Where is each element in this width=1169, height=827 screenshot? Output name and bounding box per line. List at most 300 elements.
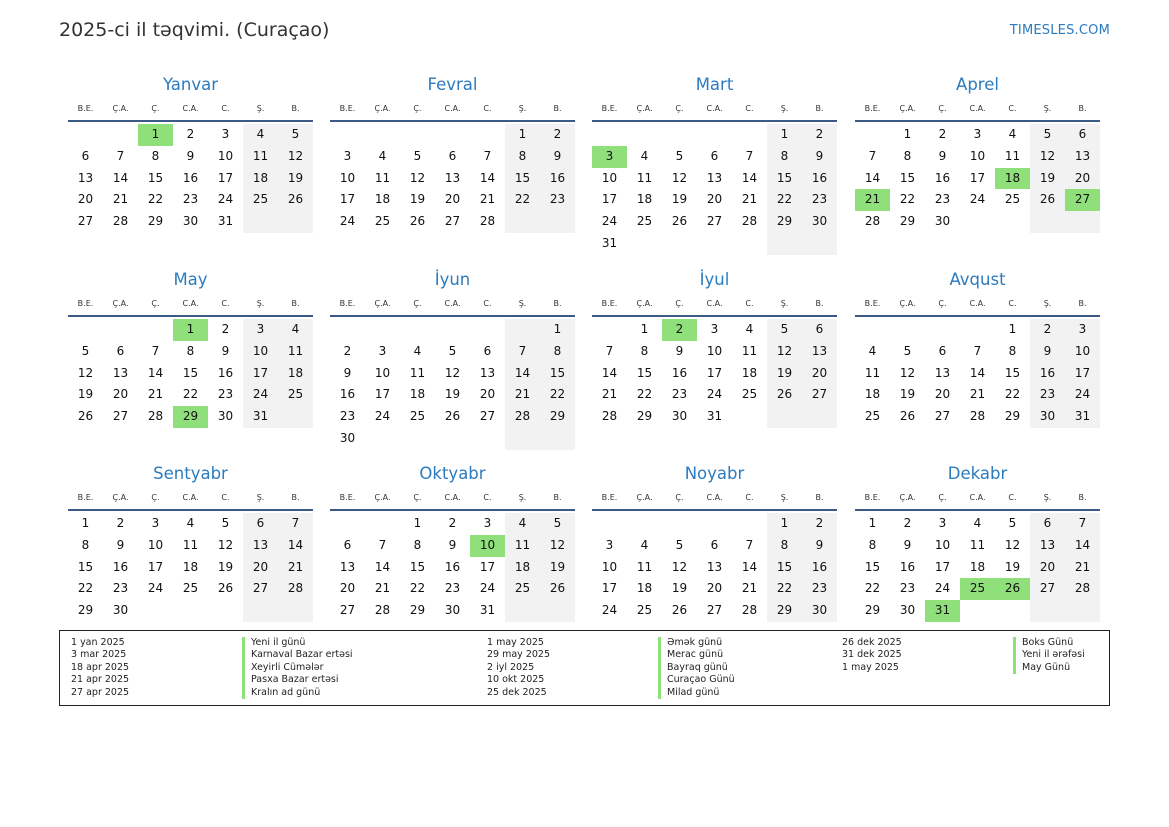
day-cell: 15 (864, 559, 881, 574)
empty-cell (208, 600, 243, 622)
weekday-label: Ç. (675, 104, 684, 113)
legend-holiday-name: Milad günü (658, 687, 719, 699)
weekday-label: B. (1078, 493, 1087, 502)
weekday-header (330, 98, 575, 122)
day-cell: 10 (374, 365, 391, 380)
empty-cell (435, 428, 470, 450)
empty-cell (278, 211, 313, 233)
day-cell: 18 (741, 365, 758, 380)
day-cell: 28 (1065, 578, 1100, 600)
day-cell: 4 (505, 513, 540, 535)
day-cell: 6 (938, 343, 947, 358)
empty-cell (995, 600, 1030, 622)
weekday-label: B.E. (601, 299, 618, 308)
day-cell: 5 (448, 343, 457, 358)
legend-item (60, 637, 353, 649)
legend-holiday-name: Xeyirli Cümələr (242, 662, 324, 674)
day-cell: 4 (640, 148, 649, 163)
weekday-label: Ç. (413, 104, 422, 113)
empty-cell (330, 319, 365, 341)
day-cell: 24 (969, 192, 986, 207)
day-grid (855, 122, 1100, 233)
day-cell: 6 (448, 148, 457, 163)
weekday-label: B. (1078, 104, 1087, 113)
weekday-header (68, 98, 313, 122)
day-cell: 14 (969, 365, 986, 380)
day-cell: 22 (767, 578, 802, 600)
weekday-header (330, 487, 575, 511)
day-cell: 2 (116, 516, 125, 530)
day-cell: 15 (409, 559, 426, 574)
day-cell: 22 (864, 581, 881, 596)
day-cell: 25 (864, 409, 881, 424)
day-cell: 22 (409, 581, 426, 596)
day-cell: 10 (934, 537, 951, 552)
empty-cell (1065, 211, 1100, 233)
weekday-label: Ç.A. (636, 299, 653, 308)
empty-cell (470, 124, 505, 146)
day-cell: 9 (675, 343, 684, 358)
day-cell: 4 (868, 343, 877, 358)
day-cell: 31 (706, 409, 723, 424)
weekday-label: Ş. (518, 104, 527, 113)
weekday-label: B.E. (601, 104, 618, 113)
empty-cell (365, 428, 400, 450)
day-cell: 29 (899, 214, 916, 229)
day-grid (592, 511, 837, 622)
day-cell: 9 (938, 148, 947, 163)
day-cell: 27 (479, 409, 496, 424)
day-cell: 17 (339, 192, 356, 207)
empty-cell (732, 406, 767, 428)
day-cell: 6 (710, 537, 719, 552)
legend-date: 25 dek 2025 (487, 686, 547, 698)
day-cell: 13 (339, 559, 356, 574)
day-grid (330, 122, 575, 233)
day-cell: 20 (444, 192, 461, 207)
weekday-label: Ş. (780, 299, 789, 308)
day-cell: 8 (903, 148, 912, 163)
day-cell: 6 (243, 513, 278, 535)
day-cell: 30 (802, 600, 837, 622)
day-cell: 15 (767, 557, 802, 579)
weekday-label: Ç. (413, 299, 422, 308)
weekday-label: B.E. (339, 299, 356, 308)
month-title: Mart (695, 75, 734, 94)
legend-holiday-name: Merac günü (658, 649, 723, 661)
day-cell: 1 (138, 124, 173, 146)
day-cell: 17 (479, 559, 496, 574)
day-cell: 30 (934, 214, 951, 229)
day-cell: 14 (864, 170, 881, 185)
weekday-label: C. (745, 104, 754, 113)
day-cell: 22 (77, 581, 94, 596)
day-cell: 3 (973, 127, 982, 141)
day-cell: 28 (374, 603, 391, 618)
day-cell: 17 (147, 559, 164, 574)
day-cell: 2 (802, 124, 837, 146)
weekday-label: C. (745, 299, 754, 308)
legend-holiday-name: Kralın ad günü (242, 687, 320, 699)
day-cell: 4 (745, 322, 754, 336)
day-cell: 6 (1065, 124, 1100, 146)
month-block (330, 461, 575, 622)
weekday-label: Ş. (256, 104, 265, 113)
day-cell: 3 (243, 319, 278, 341)
day-cell: 8 (413, 537, 422, 552)
page-title: 2025-ci il təqvimi. (Curaçao) (59, 19, 330, 41)
day-cell: 28 (864, 214, 881, 229)
empty-cell (138, 600, 173, 622)
day-cell: 9 (116, 537, 125, 552)
day-cell: 21 (855, 189, 890, 211)
weekday-label: Ç.A. (374, 493, 391, 502)
day-cell: 1 (413, 516, 422, 530)
empty-cell (697, 233, 732, 255)
day-cell: 12 (899, 365, 916, 380)
day-cell: 2 (343, 343, 352, 358)
day-cell: 5 (278, 124, 313, 146)
legend-holiday-name: Karnaval Bazar ertəsi (242, 649, 353, 661)
day-cell: 11 (636, 170, 653, 185)
weekday-label: Ç. (938, 299, 947, 308)
day-cell: 7 (278, 513, 313, 535)
weekday-label: Ç.A. (112, 493, 129, 502)
day-cell: 17 (934, 559, 951, 574)
weekday-header (592, 293, 837, 317)
day-cell: 16 (934, 170, 951, 185)
empty-cell (400, 428, 435, 450)
weekday-label: C. (221, 493, 230, 502)
day-cell: 16 (671, 365, 688, 380)
day-cell: 23 (339, 409, 356, 424)
day-cell: 27 (802, 384, 837, 406)
day-cell: 12 (1004, 537, 1021, 552)
day-cell: 28 (147, 409, 164, 424)
day-cell: 7 (378, 537, 387, 552)
day-cell: 6 (343, 537, 352, 552)
day-cell: 25 (182, 581, 199, 596)
holiday-legend (59, 630, 1110, 706)
day-cell: 6 (802, 319, 837, 341)
day-cell: 26 (995, 578, 1030, 600)
day-cell: 14 (601, 365, 618, 380)
weekday-label: Ç. (675, 299, 684, 308)
day-cell: 16 (182, 170, 199, 185)
day-cell: 24 (1065, 384, 1100, 406)
legend-date: 18 apr 2025 (71, 661, 130, 673)
day-cell: 21 (147, 387, 164, 402)
day-cell: 6 (116, 343, 125, 358)
day-cell: 5 (675, 148, 684, 163)
weekday-label: C.A. (969, 299, 986, 308)
day-cell: 8 (505, 146, 540, 168)
day-cell: 10 (601, 559, 618, 574)
day-cell: 12 (444, 365, 461, 380)
month-block (855, 267, 1100, 428)
day-cell: 27 (706, 603, 723, 618)
day-cell: 1 (81, 516, 90, 530)
day-cell: 14 (1065, 535, 1100, 557)
weekday-label: C.A. (182, 493, 199, 502)
day-cell: 3 (605, 537, 614, 552)
day-cell: 2 (903, 516, 912, 530)
day-grid (68, 511, 313, 622)
day-cell: 22 (505, 189, 540, 211)
day-cell: 21 (479, 192, 496, 207)
day-cell: 13 (444, 170, 461, 185)
day-cell: 21 (278, 557, 313, 579)
weekday-label: Ş. (780, 104, 789, 113)
empty-cell (365, 124, 400, 146)
day-cell: 21 (969, 387, 986, 402)
month-block (68, 72, 313, 233)
day-cell: 9 (802, 535, 837, 557)
day-cell: 8 (767, 535, 802, 557)
day-cell: 30 (112, 603, 129, 618)
day-cell: 29 (540, 406, 575, 428)
day-cell: 3 (151, 516, 160, 530)
day-cell: 9 (221, 343, 230, 358)
day-cell: 13 (243, 535, 278, 557)
day-cell: 17 (969, 170, 986, 185)
day-cell: 8 (767, 146, 802, 168)
day-cell: 3 (938, 516, 947, 530)
empty-cell (767, 233, 802, 255)
day-cell: 4 (243, 124, 278, 146)
weekday-label: Ş. (518, 493, 527, 502)
legend-item (831, 637, 1085, 649)
day-cell: 26 (1030, 189, 1065, 211)
day-cell: 14 (741, 170, 758, 185)
day-cell: 4 (378, 148, 387, 163)
day-cell: 20 (243, 557, 278, 579)
day-cell: 15 (147, 170, 164, 185)
day-cell: 11 (741, 343, 758, 358)
day-cell: 5 (1030, 124, 1065, 146)
day-cell: 24 (601, 603, 618, 618)
weekday-label: Ç. (675, 493, 684, 502)
day-cell: 23 (112, 581, 129, 596)
empty-cell (540, 428, 575, 450)
day-cell: 24 (147, 581, 164, 596)
site-link[interactable]: TIMESLES.COM (1009, 23, 1110, 38)
empty-cell (365, 319, 400, 341)
month-title: İyun (434, 270, 471, 289)
day-cell: 29 (409, 603, 426, 618)
day-cell: 11 (505, 535, 540, 557)
day-cell: 31 (479, 603, 496, 618)
empty-cell (103, 124, 138, 146)
legend-date: 3 mar 2025 (71, 649, 127, 661)
day-cell: 17 (706, 365, 723, 380)
day-cell: 4 (973, 516, 982, 530)
day-cell: 1 (767, 124, 802, 146)
weekday-label: B.E. (864, 104, 881, 113)
month-block (592, 461, 837, 622)
empty-cell (68, 124, 103, 146)
weekday-label: B. (815, 493, 824, 502)
weekday-label: B.E. (601, 493, 618, 502)
day-cell: 7 (151, 343, 160, 358)
legend-holiday-name: May Günü (1013, 662, 1070, 674)
day-cell: 23 (934, 192, 951, 207)
weekday-label: C.A. (969, 104, 986, 113)
day-cell: 11 (182, 537, 199, 552)
day-cell: 6 (1030, 513, 1065, 535)
weekday-label: Ç.A. (112, 104, 129, 113)
weekday-label: B.E. (339, 104, 356, 113)
empty-cell (1030, 600, 1065, 622)
day-cell: 12 (671, 170, 688, 185)
day-cell: 3 (221, 127, 230, 141)
weekday-label: Ç.A. (899, 493, 916, 502)
day-cell: 10 (706, 343, 723, 358)
weekday-header (330, 293, 575, 317)
weekday-header (855, 487, 1100, 511)
weekday-label: Ş. (780, 493, 789, 502)
weekday-label: B. (815, 299, 824, 308)
day-cell: 1 (173, 319, 208, 341)
weekday-label: Ş. (1043, 299, 1052, 308)
day-grid (68, 317, 313, 428)
weekday-label: B. (553, 104, 562, 113)
day-cell: 14 (374, 559, 391, 574)
day-cell: 18 (864, 387, 881, 402)
day-cell: 24 (243, 384, 278, 406)
empty-cell (330, 124, 365, 146)
month-title: Dekabr (947, 464, 1008, 483)
day-cell: 16 (540, 168, 575, 190)
empty-cell (1065, 600, 1100, 622)
day-cell: 23 (899, 581, 916, 596)
day-cell: 3 (592, 146, 627, 168)
weekday-label: Ç. (938, 493, 947, 502)
day-cell: 9 (802, 146, 837, 168)
weekday-label: Ç.A. (636, 493, 653, 502)
day-cell: 1 (767, 513, 802, 535)
day-cell: 29 (864, 603, 881, 618)
day-cell: 21 (505, 384, 540, 406)
day-cell: 24 (339, 214, 356, 229)
day-grid (592, 122, 837, 255)
empty-cell (435, 319, 470, 341)
weekday-label: Ş. (256, 299, 265, 308)
day-cell: 8 (540, 341, 575, 363)
day-cell: 11 (969, 537, 986, 552)
empty-cell (400, 124, 435, 146)
day-cell: 3 (1065, 319, 1100, 341)
day-cell: 28 (601, 409, 618, 424)
day-cell: 7 (116, 148, 125, 163)
day-cell: 28 (479, 214, 496, 229)
day-cell: 29 (636, 409, 653, 424)
day-cell: 16 (444, 559, 461, 574)
weekday-label: Ç.A. (899, 299, 916, 308)
weekday-label: Ş. (518, 299, 527, 308)
day-cell: 1 (640, 322, 649, 336)
day-cell: 7 (973, 343, 982, 358)
empty-cell (103, 319, 138, 341)
empty-cell (662, 233, 697, 255)
weekday-label: C.A. (706, 493, 723, 502)
day-cell: 23 (802, 189, 837, 211)
day-cell: 12 (409, 170, 426, 185)
day-cell: 23 (1030, 384, 1065, 406)
day-cell: 6 (710, 148, 719, 163)
empty-cell (278, 600, 313, 622)
empty-cell (592, 124, 627, 146)
day-cell: 18 (969, 559, 986, 574)
day-cell: 9 (1030, 341, 1065, 363)
month-title: May (173, 270, 208, 289)
day-cell: 12 (278, 146, 313, 168)
legend-holiday-name: Pasxa Bazar ertəsi (242, 674, 339, 686)
day-cell: 27 (934, 409, 951, 424)
day-cell: 7 (1065, 513, 1100, 535)
empty-cell (802, 406, 837, 428)
day-cell: 30 (182, 214, 199, 229)
legend-date: 10 okt 2025 (487, 674, 545, 686)
day-cell: 9 (186, 148, 195, 163)
weekday-label: C. (1008, 104, 1017, 113)
day-cell: 28 (969, 409, 986, 424)
day-cell: 10 (969, 148, 986, 163)
day-cell: 12 (671, 559, 688, 574)
day-cell: 22 (540, 384, 575, 406)
legend-holiday-name: Yeni il ərəfəsi (1013, 649, 1085, 661)
month-block (68, 461, 313, 622)
day-cell: 25 (243, 189, 278, 211)
day-cell: 3 (343, 148, 352, 163)
day-grid (855, 317, 1100, 428)
empty-cell (767, 406, 802, 428)
day-cell: 29 (767, 600, 802, 622)
day-cell: 7 (605, 343, 614, 358)
day-cell: 12 (767, 341, 802, 363)
day-cell: 21 (741, 581, 758, 596)
day-cell: 1 (1008, 322, 1017, 336)
day-cell: 22 (1004, 387, 1021, 402)
day-cell: 26 (217, 581, 234, 596)
day-cell: 21 (374, 581, 391, 596)
day-cell: 17 (243, 363, 278, 385)
day-cell: 8 (868, 537, 877, 552)
day-cell: 4 (640, 537, 649, 552)
empty-cell (592, 513, 627, 535)
calendar-grid (68, 72, 1102, 622)
day-grid (68, 122, 313, 233)
day-cell: 28 (112, 214, 129, 229)
day-cell: 10 (339, 170, 356, 185)
day-cell: 10 (1065, 341, 1100, 363)
day-cell: 10 (217, 148, 234, 163)
weekday-label: C.A. (182, 104, 199, 113)
day-cell: 18 (636, 581, 653, 596)
day-cell: 22 (182, 387, 199, 402)
weekday-label: Ç.A. (899, 104, 916, 113)
legend-date: 27 apr 2025 (71, 686, 130, 698)
day-cell: 10 (147, 537, 164, 552)
day-cell: 19 (444, 387, 461, 402)
day-grid (330, 511, 575, 622)
day-cell: 19 (767, 363, 802, 385)
day-cell: 30 (217, 409, 234, 424)
day-cell: 5 (413, 148, 422, 163)
day-cell: 18 (409, 387, 426, 402)
empty-cell (995, 211, 1030, 233)
day-cell: 17 (601, 581, 618, 596)
